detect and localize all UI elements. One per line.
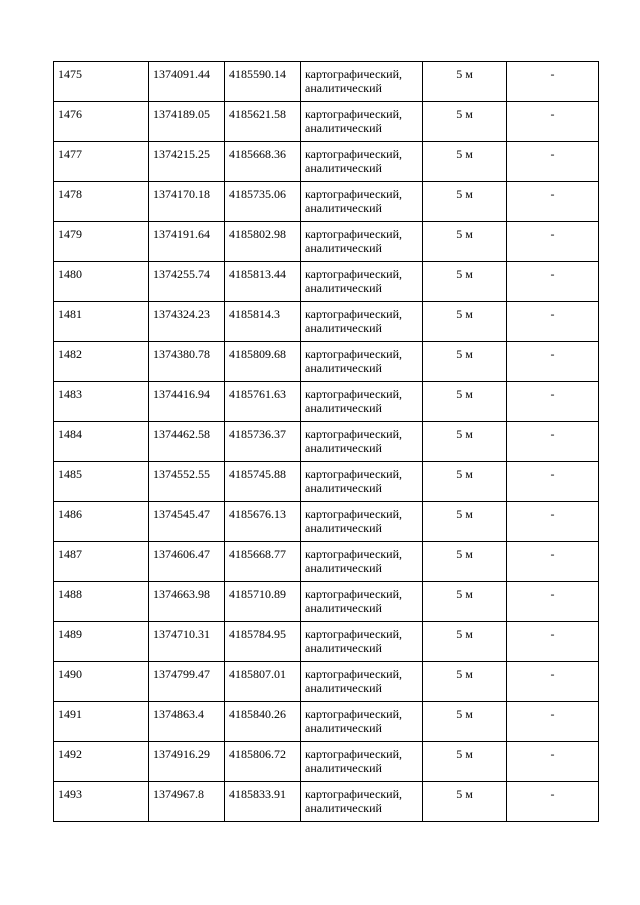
point-number-cell: 1489 bbox=[54, 622, 149, 662]
method-cell bbox=[301, 662, 423, 702]
method-line-1: картографический, bbox=[305, 347, 403, 361]
point-number-cell: 1490 bbox=[54, 662, 149, 702]
x-coordinate-cell: 1374967.8 bbox=[149, 782, 225, 822]
point-number-cell: 1488 bbox=[54, 582, 149, 622]
point-number-cell: 1481 bbox=[54, 302, 149, 342]
note-cell: - bbox=[507, 62, 599, 102]
table-row bbox=[54, 662, 599, 702]
y-coordinate-cell: 4185802.98 bbox=[225, 222, 301, 262]
method-line-2: аналитический bbox=[305, 361, 382, 375]
note-cell: - bbox=[507, 662, 599, 702]
x-coordinate-cell: 1374863.4 bbox=[149, 702, 225, 742]
table-row bbox=[54, 62, 599, 102]
note-cell: - bbox=[507, 742, 599, 782]
method-line-2: аналитический bbox=[305, 321, 382, 335]
method-line-1: картографический, bbox=[305, 227, 403, 241]
x-coordinate-cell: 1374916.29 bbox=[149, 742, 225, 782]
accuracy-cell: 5 м bbox=[423, 502, 507, 542]
method-cell bbox=[301, 102, 423, 142]
x-coordinate-cell: 1374710.31 bbox=[149, 622, 225, 662]
method-cell bbox=[301, 262, 423, 302]
table-row bbox=[54, 782, 599, 822]
note-cell: - bbox=[507, 422, 599, 462]
x-coordinate-cell: 1374255.74 bbox=[149, 262, 225, 302]
method-line-2: аналитический bbox=[305, 481, 382, 495]
note-cell: - bbox=[507, 502, 599, 542]
point-number-cell: 1487 bbox=[54, 542, 149, 582]
table-row bbox=[54, 142, 599, 182]
accuracy-cell: 5 м bbox=[423, 142, 507, 182]
y-coordinate-cell: 4185806.72 bbox=[225, 742, 301, 782]
method-line-1: картографический, bbox=[305, 107, 403, 121]
method-cell bbox=[301, 542, 423, 582]
accuracy-cell: 5 м bbox=[423, 222, 507, 262]
y-coordinate-cell: 4185745.88 bbox=[225, 462, 301, 502]
y-coordinate-cell: 4185736.37 bbox=[225, 422, 301, 462]
method-line-2: аналитический bbox=[305, 161, 382, 175]
y-coordinate-cell: 4185807.01 bbox=[225, 662, 301, 702]
y-coordinate-cell: 4185813.44 bbox=[225, 262, 301, 302]
method-cell bbox=[301, 502, 423, 542]
note-cell: - bbox=[507, 302, 599, 342]
x-coordinate-cell: 1374416.94 bbox=[149, 382, 225, 422]
method-line-2: аналитический bbox=[305, 201, 382, 215]
y-coordinate-cell: 4185590.14 bbox=[225, 62, 301, 102]
accuracy-cell: 5 м bbox=[423, 622, 507, 662]
y-coordinate-cell: 4185710.89 bbox=[225, 582, 301, 622]
accuracy-cell: 5 м bbox=[423, 582, 507, 622]
y-coordinate-cell: 4185840.26 bbox=[225, 702, 301, 742]
coordinates-table bbox=[53, 61, 599, 822]
y-coordinate-cell: 4185784.95 bbox=[225, 622, 301, 662]
coordinates-table-body bbox=[54, 62, 599, 822]
method-line-1: картографический, bbox=[305, 667, 403, 681]
table-row bbox=[54, 222, 599, 262]
note-cell: - bbox=[507, 702, 599, 742]
x-coordinate-cell: 1374663.98 bbox=[149, 582, 225, 622]
table-row bbox=[54, 302, 599, 342]
method-cell bbox=[301, 582, 423, 622]
note-cell: - bbox=[507, 462, 599, 502]
method-cell bbox=[301, 462, 423, 502]
method-cell bbox=[301, 62, 423, 102]
x-coordinate-cell: 1374545.47 bbox=[149, 502, 225, 542]
note-cell: - bbox=[507, 582, 599, 622]
point-number-cell: 1485 bbox=[54, 462, 149, 502]
method-line-2: аналитический bbox=[305, 561, 382, 575]
accuracy-cell: 5 м bbox=[423, 262, 507, 302]
method-line-2: аналитический bbox=[305, 801, 382, 815]
accuracy-cell: 5 м bbox=[423, 542, 507, 582]
y-coordinate-cell: 4185814.3 bbox=[225, 302, 301, 342]
method-line-1: картографический, bbox=[305, 187, 403, 201]
point-number-cell: 1480 bbox=[54, 262, 149, 302]
method-line-2: аналитический bbox=[305, 761, 382, 775]
y-coordinate-cell: 4185668.77 bbox=[225, 542, 301, 582]
x-coordinate-cell: 1374091.44 bbox=[149, 62, 225, 102]
method-line-2: аналитический bbox=[305, 721, 382, 735]
method-line-2: аналитический bbox=[305, 521, 382, 535]
point-number-cell: 1493 bbox=[54, 782, 149, 822]
method-cell bbox=[301, 342, 423, 382]
x-coordinate-cell: 1374380.78 bbox=[149, 342, 225, 382]
method-cell bbox=[301, 382, 423, 422]
point-number-cell: 1475 bbox=[54, 62, 149, 102]
point-number-cell: 1477 bbox=[54, 142, 149, 182]
method-cell bbox=[301, 222, 423, 262]
accuracy-cell: 5 м bbox=[423, 342, 507, 382]
table-row bbox=[54, 182, 599, 222]
table-row bbox=[54, 422, 599, 462]
table-row bbox=[54, 342, 599, 382]
method-line-2: аналитический bbox=[305, 441, 382, 455]
table-row bbox=[54, 742, 599, 782]
table-row bbox=[54, 702, 599, 742]
y-coordinate-cell: 4185833.91 bbox=[225, 782, 301, 822]
note-cell: - bbox=[507, 142, 599, 182]
method-line-1: картографический, bbox=[305, 747, 403, 761]
table-row bbox=[54, 102, 599, 142]
table-row bbox=[54, 502, 599, 542]
method-cell bbox=[301, 622, 423, 662]
method-line-2: аналитический bbox=[305, 281, 382, 295]
x-coordinate-cell: 1374606.47 bbox=[149, 542, 225, 582]
method-line-1: картографический, bbox=[305, 507, 403, 521]
note-cell: - bbox=[507, 342, 599, 382]
x-coordinate-cell: 1374799.47 bbox=[149, 662, 225, 702]
method-line-1: картографический, bbox=[305, 547, 403, 561]
table-row bbox=[54, 582, 599, 622]
x-coordinate-cell: 1374462.58 bbox=[149, 422, 225, 462]
note-cell: - bbox=[507, 182, 599, 222]
note-cell: - bbox=[507, 382, 599, 422]
point-number-cell: 1484 bbox=[54, 422, 149, 462]
point-number-cell: 1483 bbox=[54, 382, 149, 422]
method-line-2: аналитический bbox=[305, 81, 382, 95]
y-coordinate-cell: 4185761.63 bbox=[225, 382, 301, 422]
accuracy-cell: 5 м bbox=[423, 702, 507, 742]
x-coordinate-cell: 1374215.25 bbox=[149, 142, 225, 182]
method-line-1: картографический, bbox=[305, 707, 403, 721]
table-row bbox=[54, 462, 599, 502]
point-number-cell: 1482 bbox=[54, 342, 149, 382]
point-number-cell: 1486 bbox=[54, 502, 149, 542]
method-line-2: аналитический bbox=[305, 681, 382, 695]
method-line-2: аналитический bbox=[305, 121, 382, 135]
x-coordinate-cell: 1374191.64 bbox=[149, 222, 225, 262]
method-line-2: аналитический bbox=[305, 241, 382, 255]
y-coordinate-cell: 4185621.58 bbox=[225, 102, 301, 142]
method-line-1: картографический, bbox=[305, 427, 403, 441]
method-line-1: картографический, bbox=[305, 627, 403, 641]
note-cell: - bbox=[507, 542, 599, 582]
method-line-1: картографический, bbox=[305, 787, 403, 801]
point-number-cell: 1478 bbox=[54, 182, 149, 222]
accuracy-cell: 5 м bbox=[423, 742, 507, 782]
point-number-cell: 1476 bbox=[54, 102, 149, 142]
method-line-2: аналитический bbox=[305, 401, 382, 415]
note-cell: - bbox=[507, 622, 599, 662]
note-cell: - bbox=[507, 262, 599, 302]
table-row bbox=[54, 622, 599, 662]
point-number-cell: 1479 bbox=[54, 222, 149, 262]
table-row bbox=[54, 382, 599, 422]
accuracy-cell: 5 м bbox=[423, 302, 507, 342]
accuracy-cell: 5 м bbox=[423, 422, 507, 462]
method-line-1: картографический, bbox=[305, 147, 403, 161]
x-coordinate-cell: 1374552.55 bbox=[149, 462, 225, 502]
note-cell: - bbox=[507, 222, 599, 262]
accuracy-cell: 5 м bbox=[423, 62, 507, 102]
y-coordinate-cell: 4185668.36 bbox=[225, 142, 301, 182]
method-cell bbox=[301, 302, 423, 342]
method-line-1: картографический, bbox=[305, 587, 403, 601]
method-cell bbox=[301, 782, 423, 822]
method-line-2: аналитический bbox=[305, 601, 382, 615]
y-coordinate-cell: 4185809.68 bbox=[225, 342, 301, 382]
point-number-cell: 1491 bbox=[54, 702, 149, 742]
point-number-cell: 1492 bbox=[54, 742, 149, 782]
accuracy-cell: 5 м bbox=[423, 182, 507, 222]
x-coordinate-cell: 1374189.05 bbox=[149, 102, 225, 142]
accuracy-cell: 5 м bbox=[423, 102, 507, 142]
x-coordinate-cell: 1374324.23 bbox=[149, 302, 225, 342]
method-line-1: картографический, bbox=[305, 67, 403, 81]
y-coordinate-cell: 4185676.13 bbox=[225, 502, 301, 542]
method-cell bbox=[301, 702, 423, 742]
accuracy-cell: 5 м bbox=[423, 382, 507, 422]
table-row bbox=[54, 262, 599, 302]
accuracy-cell: 5 м bbox=[423, 662, 507, 702]
method-line-1: картографический, bbox=[305, 467, 403, 481]
method-cell bbox=[301, 422, 423, 462]
method-cell bbox=[301, 742, 423, 782]
note-cell: - bbox=[507, 102, 599, 142]
method-line-1: картографический, bbox=[305, 267, 403, 281]
method-line-1: картографический, bbox=[305, 387, 403, 401]
table-row bbox=[54, 542, 599, 582]
accuracy-cell: 5 м bbox=[423, 782, 507, 822]
y-coordinate-cell: 4185735.06 bbox=[225, 182, 301, 222]
note-cell: - bbox=[507, 782, 599, 822]
method-cell bbox=[301, 142, 423, 182]
method-line-1: картографический, bbox=[305, 307, 403, 321]
method-line-2: аналитический bbox=[305, 641, 382, 655]
method-cell bbox=[301, 182, 423, 222]
x-coordinate-cell: 1374170.18 bbox=[149, 182, 225, 222]
accuracy-cell: 5 м bbox=[423, 462, 507, 502]
